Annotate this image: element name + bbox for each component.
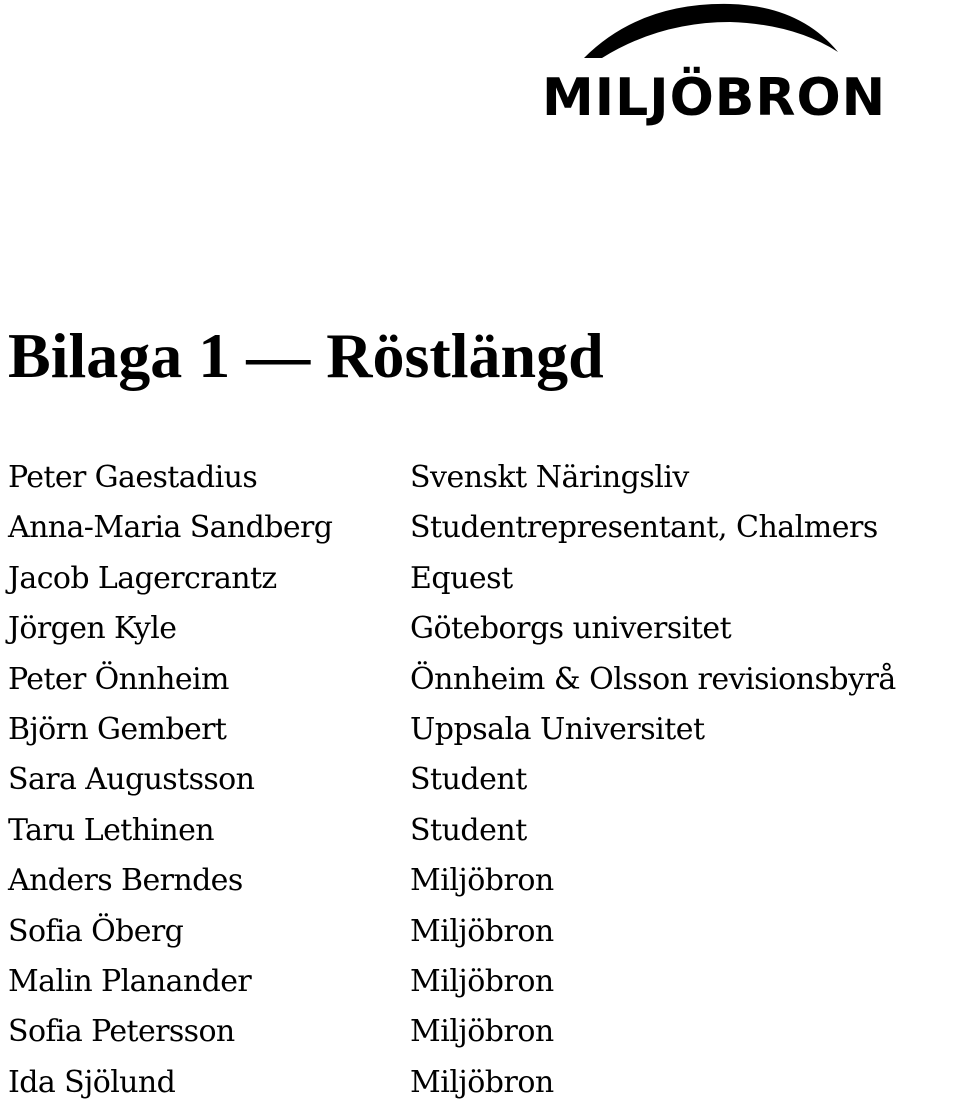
member-organization: Student xyxy=(410,762,527,798)
roster-row xyxy=(8,705,958,755)
logo-wordmark: MILJÖBRON xyxy=(542,68,887,128)
roster-row xyxy=(8,1007,958,1057)
member-name: Anna-Maria Sandberg xyxy=(8,510,333,546)
roster-row xyxy=(8,554,958,604)
roster-row xyxy=(8,1058,958,1108)
roster-row xyxy=(8,503,958,553)
member-organization: Miljöbron xyxy=(410,1064,554,1100)
member-name: Jacob Lagercrantz xyxy=(8,560,277,596)
roster-row xyxy=(8,453,958,503)
miljobron-logo xyxy=(540,0,887,130)
member-organization: Göteborgs universitet xyxy=(410,611,732,647)
member-organization: Svenskt Näringsliv xyxy=(410,460,689,495)
roster-row xyxy=(8,604,958,654)
roster-row xyxy=(8,755,958,805)
member-name: Peter Önnheim xyxy=(8,661,229,697)
roster-row xyxy=(8,957,958,1007)
member-organization: Miljöbron xyxy=(410,913,554,949)
member-name: Anders Berndes xyxy=(8,863,243,899)
member-organization: Önnheim & Olsson revisionsbyrå xyxy=(410,661,896,697)
member-organization: Miljöbron xyxy=(410,963,554,999)
member-name: Jörgen Kyle xyxy=(8,611,177,647)
member-organization: Miljöbron xyxy=(410,1014,554,1050)
bridge-arch-icon xyxy=(580,2,840,62)
roster-row xyxy=(8,856,958,906)
member-name: Sofia Öberg xyxy=(8,913,184,949)
roster-row xyxy=(8,806,958,856)
member-name: Taru Lethinen xyxy=(8,812,215,848)
roster-row xyxy=(8,655,958,705)
member-organization: Student xyxy=(410,812,527,848)
member-name: Peter Gaestadius xyxy=(8,460,258,495)
member-organization: Studentrepresentant, Chalmers xyxy=(410,510,878,546)
member-name: Ida Sjölund xyxy=(8,1064,176,1100)
roster-row xyxy=(8,907,958,957)
member-name: Sofia Petersson xyxy=(8,1014,235,1050)
member-name: Sara Augustsson xyxy=(8,762,255,798)
member-name: Malin Planander xyxy=(8,963,252,999)
member-organization: Equest xyxy=(410,560,513,596)
member-organization: Miljöbron xyxy=(410,863,554,899)
page-title: Bilaga 1 — Röstlängd xyxy=(8,320,604,391)
member-name: Björn Gembert xyxy=(8,711,227,747)
voting-roster xyxy=(8,453,958,1108)
member-organization: Uppsala Universitet xyxy=(410,711,705,747)
